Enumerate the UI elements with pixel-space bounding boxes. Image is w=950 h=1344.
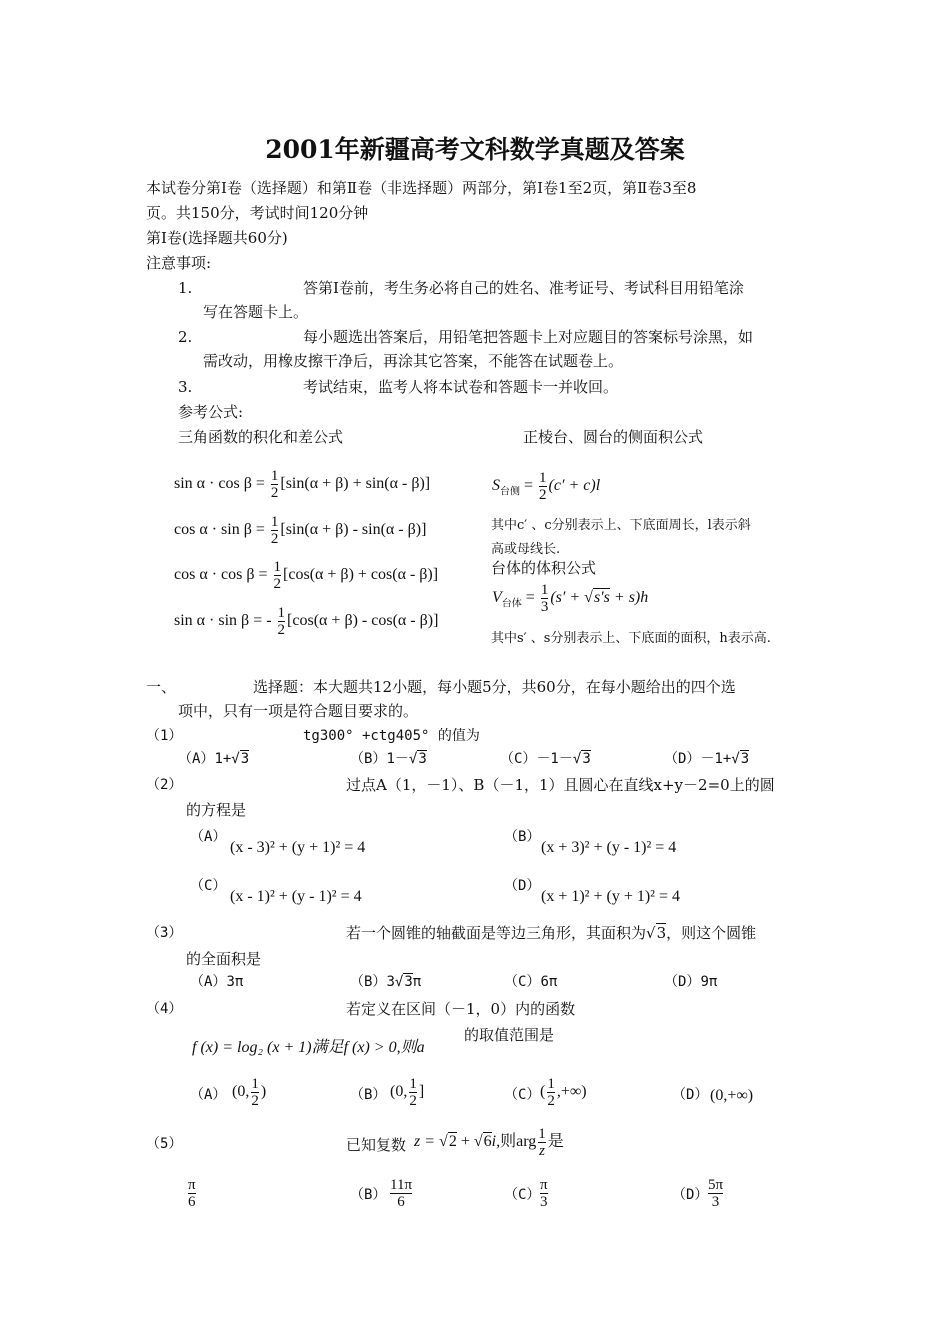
question-3-number: （3）	[146, 925, 183, 941]
note-1-text: 答第Ⅰ卷前，考生务必将自己的姓名、准考证号、考试科目用铅笔涂	[303, 279, 744, 297]
intro-line-2: 页。共150分，考试时间120分钟	[146, 204, 369, 222]
trig-formula-4-rhs: [cos(α + β) - cos(α - β)]	[287, 612, 439, 630]
note-1-number: 1.	[178, 279, 193, 297]
question-4-condition: f (x) = log₂ (x + 1)满足f (x) > 0,则a	[192, 1039, 425, 1056]
frustum-area-title: 正棱台、圆台的侧面积公式	[523, 428, 704, 446]
question-3-stem: 若一个圆锥的轴截面是等边三角形，其面积为√3，则这个圆锥	[346, 924, 757, 942]
trig-formula-1-rhs: [sin(α + β) + sin(α - β)]	[280, 475, 431, 493]
note-2-text-cont: 需改动，用橡皮擦干净后，再涂其它答案，不能答在试题卷上。	[203, 352, 624, 370]
section-one-text-cont: 项中，只有一项是符合题目要求的。	[178, 702, 419, 720]
trig-formula-1-lhs: sin α · cos β =	[174, 475, 269, 493]
question-2-option-c-label: （C）	[190, 878, 227, 894]
frustum-area-formula: $S_{台侧}$ = $\frac{1}{2}$ (c′ + c)l	[492, 470, 601, 503]
intro-line-1: 本试卷分第Ⅰ卷（选择题）和第Ⅱ卷（非选择题）两部分，第Ⅰ卷1至2页，第Ⅱ卷3至8	[146, 179, 697, 197]
question-5-option-d-label: （D）	[672, 1187, 709, 1203]
question-1-option-c: （C）－1－√3	[500, 751, 591, 767]
question-5-option-b: $\frac{11\pi}{6}$	[390, 1177, 413, 1210]
trig-formula-block	[172, 468, 470, 648]
question-4-option-c-label: （C）	[504, 1087, 541, 1103]
trig-formula-4-sign: -	[266, 612, 276, 630]
question-4-stem: 若定义在区间（－1，0）内的函数	[346, 1000, 576, 1018]
question-3-option-c: （C）6π	[504, 974, 558, 990]
trig-formula-1	[174, 468, 430, 501]
half-fraction: $\frac{1}{2}$	[270, 468, 279, 501]
question-5-stem-expr: z = √2 + √6i,则arg $\frac{1}{z}$ 是	[414, 1126, 564, 1159]
frustum-volume-title: 台体的体积公式	[491, 559, 597, 577]
note-2-text: 每小题选出答案后，用铅笔把答题卡上对应题目的答案标号涂黑，如	[303, 328, 754, 346]
question-5-number: （5）	[146, 1136, 183, 1152]
question-3-option-b: （B）3√3π	[350, 974, 422, 990]
question-2-option-d-label: （D）	[504, 878, 541, 894]
trig-formula-4-lhs: sin α · sin β =	[174, 612, 267, 630]
note-3-text: 考试结束，监考人将本试卷和答题卡一并收回。	[303, 378, 619, 396]
half-fraction: $\frac{1}{2}$	[277, 605, 286, 638]
part-one-heading: 第Ⅰ卷(选择题共60分)	[146, 229, 288, 247]
question-4-option-d-label: （D）	[672, 1087, 709, 1103]
formulas-heading: 参考公式:	[178, 403, 244, 421]
question-1-option-b: （B）1－√3	[350, 751, 427, 767]
question-4-option-b: (0, $\frac{1}{2}$ ]	[390, 1076, 425, 1109]
frustum-area-note-1: 其中c′ 、c分别表示上、下底面周长，l表示斜	[491, 518, 751, 533]
question-4-option-c: ( $\frac{1}{2}$ ,+∞)	[540, 1076, 587, 1109]
question-4-option-b-label: （B）	[350, 1087, 387, 1103]
frustum-volume-note: 其中s′ 、s分别表示上、下底面的面积，h表示高.	[491, 631, 771, 646]
frustum-area-note-2: 高或母线长.	[491, 542, 561, 557]
question-5-stem-lead: 已知复数	[346, 1136, 407, 1154]
question-4-number: （4）	[146, 1001, 183, 1017]
trig-formula-3	[174, 559, 438, 592]
question-4-option-d: (0,+∞)	[710, 1087, 754, 1104]
section-one-text: 选择题：本大题共12小题，每小题5分，共60分，在每小题给出的四个选	[253, 678, 736, 696]
question-2-option-c: (x - 1)² + (y - 1)² = 4	[230, 888, 362, 905]
question-4-option-a: (0, $\frac{1}{2}$ )	[232, 1076, 267, 1109]
note-1-text-cont: 写在答题卡上。	[203, 303, 309, 321]
note-2-number: 2.	[178, 328, 193, 346]
question-1-option-a: （A）1+√3	[178, 751, 250, 767]
question-5-option-c: $\frac{\pi}{3}$	[540, 1177, 548, 1210]
trig-formulas-title: 三角函数的积化和差公式	[178, 428, 344, 446]
question-4-stem-end: 的取值范围是	[464, 1026, 555, 1044]
question-2-option-b-label: （B）	[504, 829, 541, 845]
question-5-option-d: $\frac{5\pi}{3}$	[708, 1177, 724, 1210]
question-3-stem-cont: 的全面积是	[186, 950, 262, 968]
question-2-option-b: (x + 3)² + (y - 1)² = 4	[541, 839, 677, 856]
trig-formula-3-lhs: cos α · cos β =	[174, 566, 272, 584]
question-2-option-a: (x - 3)² + (y + 1)² = 4	[230, 839, 366, 856]
section-one-number: 一、	[146, 678, 177, 696]
page-title: 2001年新疆高考文科数学真题及答案	[265, 135, 685, 164]
question-2-stem: 过点A（1，－1）、B（－1，1）且圆心在直线x+y－2=0上的圆	[346, 776, 775, 794]
question-2-option-d: (x + 1)² + (y + 1)² = 4	[541, 888, 680, 905]
question-1-number: （1）	[146, 728, 183, 744]
note-3-number: 3.	[178, 378, 193, 396]
half-fraction: $\frac{1}{2}$	[270, 514, 279, 547]
trig-formula-2-rhs: [sin(α + β) - sin(α - β)]	[280, 521, 427, 539]
question-2-number: （2）	[146, 777, 183, 793]
trig-formula-2-lhs: cos α · sin β =	[174, 521, 269, 539]
question-5-option-b-label: （B）	[350, 1187, 387, 1203]
question-3-option-a: （A）3π	[190, 974, 244, 990]
trig-formula-3-rhs: [cos(α + β) + cos(α - β)]	[283, 566, 439, 584]
question-3-option-d: （D）9π	[664, 974, 718, 990]
question-5-option-c-label: （C）	[504, 1187, 541, 1203]
trig-formula-2	[174, 514, 426, 547]
trig-formula-4	[174, 605, 438, 638]
question-5-option-a: $\frac{\pi}{6}$	[188, 1177, 196, 1210]
question-4-option-a-label: （A）	[190, 1087, 227, 1103]
half-fraction: $\frac{1}{2}$	[273, 559, 282, 592]
question-2-option-a-label: （A）	[190, 829, 227, 845]
question-1-option-d: （D）－1+√3	[664, 751, 750, 767]
question-1-stem: tg300° +ctg405° 的值为	[303, 728, 480, 744]
notice-heading: 注意事项:	[146, 254, 212, 272]
question-2-stem-cont: 的方程是	[186, 801, 247, 819]
frustum-volume-formula: $V_{台体}$ = $\frac{1}{3}$ (s′ + √s′s + s)h	[492, 582, 649, 615]
